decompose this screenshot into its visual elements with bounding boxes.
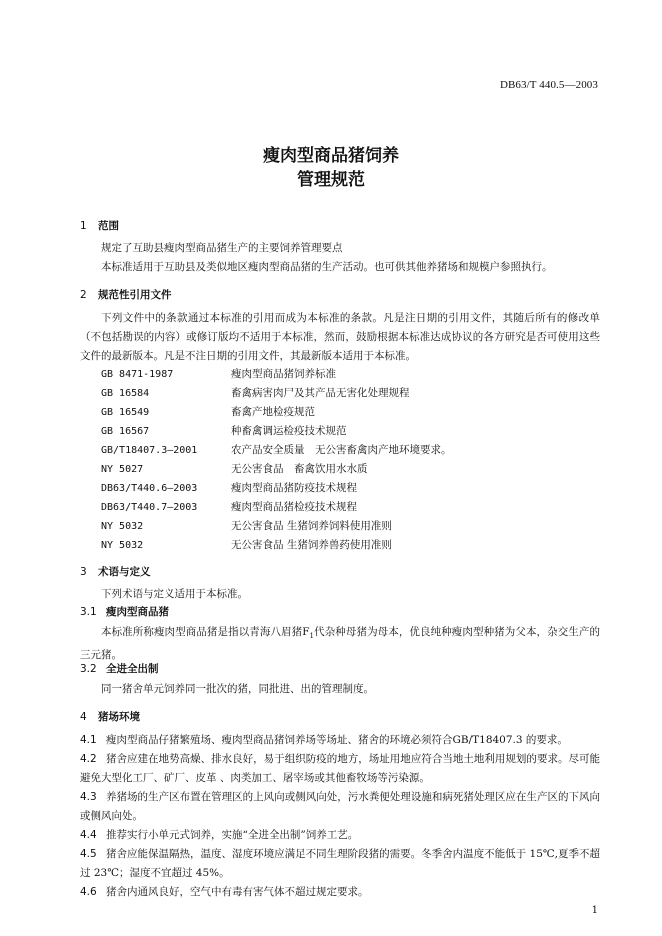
- clause-4-6: [80, 883, 600, 902]
- term-3-2-heading: [80, 661, 159, 676]
- reference-code: GB 16567: [101, 426, 150, 437]
- section-title: 术语与定义: [98, 566, 151, 578]
- reference-item: [101, 537, 392, 552]
- reference-item: [101, 499, 357, 514]
- title-line-1: 瘦肉型商品猪饲养: [263, 146, 399, 166]
- clause-4-5: [80, 845, 600, 883]
- reference-name: 畜禽病害肉尸及其产品无害化处理规程: [231, 387, 410, 399]
- section-number: 2: [80, 289, 87, 301]
- clause-text: 猪舍应建在地势高燥、排水良好，易于组织防疫的地方，场址用地应符合当地土地利用规划的要求。尽可能避免大型化工厂、矿厂、皮革 、肉类加工、屠宰场或其他畜牧场等污染源。: [80, 753, 600, 784]
- scope-paragraph-1: 规定了互助县瘦肉型商品猪生产的主要饲养管理要点: [101, 242, 343, 254]
- reference-item: [101, 461, 368, 476]
- terms-intro: 下列术语与定义适用于本标准。: [101, 588, 248, 600]
- clause-number: 4.5: [80, 848, 97, 860]
- term-title: 全进全出制: [106, 663, 159, 675]
- reference-code: DB63/T440.7—2003: [101, 502, 198, 513]
- reference-item: [101, 518, 392, 533]
- clause-text: 养猪场的生产区布置在管理区的上风向或侧风向处，污水粪便处理设施和病死猪处理区应在生产区的下风向或侧风向处。: [80, 791, 600, 822]
- scope-paragraph-2: 本标准适用于互助县及类似地区瘦肉型商品猪的生产活动。也可供其他养猪场和规模户参照执行。: [101, 261, 553, 273]
- section-number: 1: [80, 220, 87, 232]
- clause-4-2: [80, 750, 600, 788]
- section-number: 4: [80, 711, 87, 723]
- reference-code: GB 16584: [101, 388, 150, 399]
- reference-item: [101, 366, 336, 381]
- term-3-2-definition: 同一猪舍单元饲养同一批次的猪，同批进、出的管理制度。: [101, 683, 374, 695]
- reference-name: 无公害食品 生猪饲养饲料使用准则: [231, 520, 392, 532]
- reference-code: NY 5027: [101, 464, 144, 475]
- section-1-heading: [80, 218, 119, 233]
- reference-name: 瘦肉型商品猪防疫技术规程: [231, 482, 357, 494]
- reference-name: 无公害食品 生猪饲养兽药使用准则: [231, 539, 392, 551]
- reference-code: NY 5032: [101, 540, 144, 551]
- section-title: 猪场环境: [98, 711, 140, 723]
- standard-code: DB63/T 440.5—2003: [499, 79, 598, 91]
- clause-text: 瘦肉型商品仔猪繁殖场、瘦肉型商品猪饲养场等场址、猪舍的环境必须符合GB/T18407.3 的要求。: [106, 734, 568, 746]
- reference-item: [101, 404, 315, 419]
- term-3-1-definition: 本标准所称瘦肉型商品猪是指以青海八眉猪$F_1$代杂种母猪为母本，优良纯种瘦肉型种猪为父本，杂交生产的三元猪。: [80, 626, 600, 662]
- clause-number: 4.2: [80, 753, 97, 765]
- normative-references-intro: 下列文件中的条款通过本标准的引用而成为本标准的条款。凡是注日期的引用文件，其随后所有的修改单（不包括勘误的内容）或修订版均不适用于本标准，然而，鼓励根据本标准达成协议的各方研究是否可使用这些文件的最新版本。凡是不注日期的引用文件，其最新版本适用于本标准。: [80, 312, 600, 362]
- reference-name: 农产品安全质量 无公害畜禽肉产地环境要求。: [231, 444, 452, 456]
- reference-item: [101, 442, 452, 457]
- clause-4-4: [80, 826, 600, 845]
- clause-text: 猪舍应能保温隔热，温度、湿度环境应满足不同生理阶段猪的需要。冬季舍内温度不能低于 15℃,夏季不超过 23℃；湿度不宜超过 45%。: [80, 848, 600, 879]
- reference-item: [101, 385, 410, 400]
- clause-number: 4.4: [80, 829, 97, 841]
- clause-number: 4.1: [80, 734, 97, 746]
- clause-text: 猪舍内通风良好，空气中有毒有害气体不超过规定要求。: [106, 886, 369, 898]
- section-4-heading: [80, 709, 140, 724]
- section-title: 范围: [98, 220, 119, 232]
- reference-name: 无公害食品 畜禽饮用水水质: [231, 463, 368, 475]
- section-2-heading: [80, 287, 172, 302]
- term-number: 3.1: [80, 606, 97, 618]
- reference-code: GB 16549: [101, 407, 150, 418]
- clause-4-1: [80, 731, 600, 750]
- clause-number: 4.3: [80, 791, 97, 803]
- reference-code: GB/T18407.3—2001: [101, 445, 198, 456]
- reference-name: 种畜禽调运检疫技术规范: [231, 425, 347, 437]
- reference-name: 畜禽产地检疫规范: [231, 406, 315, 418]
- reference-code: NY 5032: [101, 521, 144, 532]
- section-3-heading: [80, 564, 151, 579]
- clause-4-3: [80, 788, 600, 826]
- reference-name: 瘦肉型商品猪饲养标准: [231, 368, 336, 380]
- reference-code: GB 8471-1987: [101, 369, 174, 380]
- page-number: 1: [591, 905, 598, 916]
- reference-item: [101, 423, 347, 438]
- section-title: 规范性引用文件: [98, 289, 172, 301]
- term-title: 瘦肉型商品猪: [106, 606, 169, 618]
- reference-item: [101, 480, 357, 495]
- term-number: 3.2: [80, 663, 97, 675]
- reference-code: DB63/T440.6—2003: [101, 483, 198, 494]
- term-3-1-heading: [80, 604, 169, 619]
- title-line-2: 管理规范: [297, 170, 365, 190]
- reference-name: 瘦肉型商品猪检疫技术规程: [231, 501, 357, 513]
- clause-text: 推荐实行小单元式饲养，实施“全进全出制”饲养工艺。: [106, 829, 359, 841]
- clause-number: 4.6: [80, 886, 97, 898]
- section-number: 3: [80, 566, 87, 578]
